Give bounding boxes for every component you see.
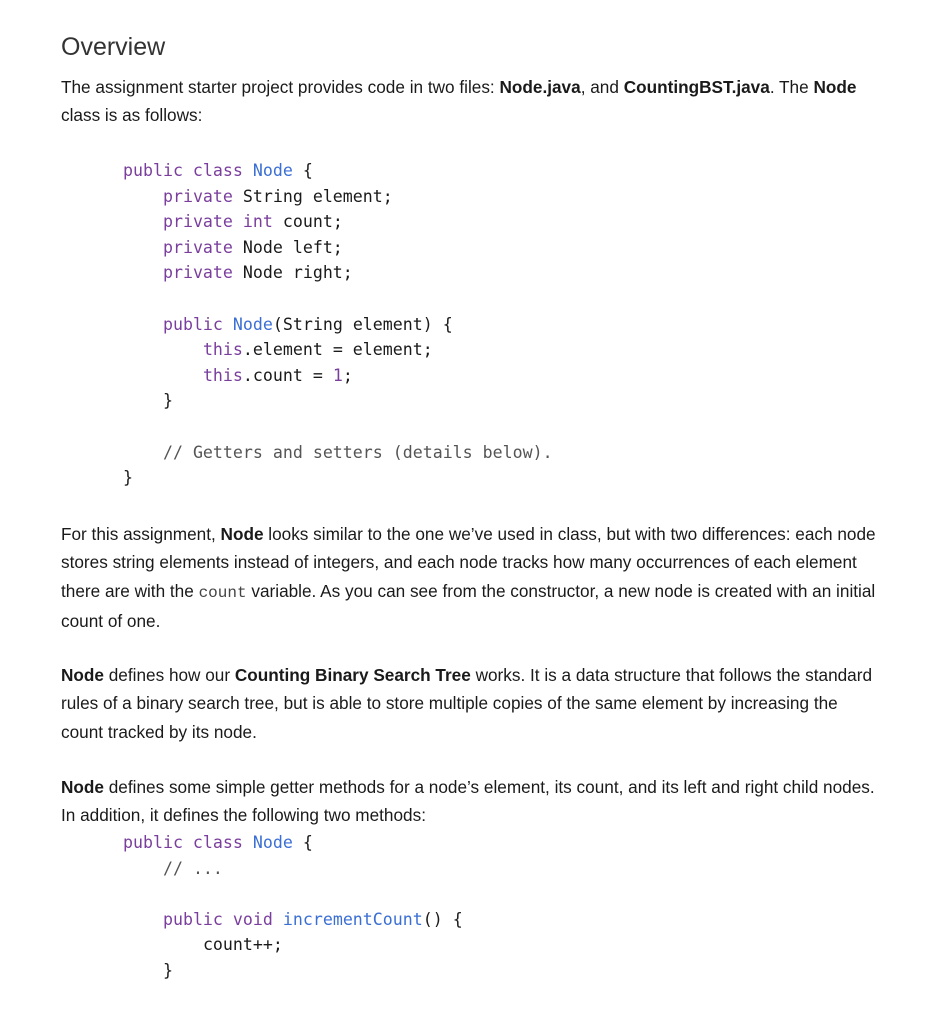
node-class-name: Node — [61, 665, 104, 685]
code-line: } — [162, 960, 173, 980]
code-line: public void incrementCount() { — [162, 909, 463, 929]
intro-text: The assignment starter project provides code in two files: — [61, 77, 500, 97]
code-line: } — [123, 468, 133, 488]
intro-text: . The — [769, 77, 814, 97]
code-line: this.count = 1; — [202, 365, 353, 385]
filename-node-java: Node.java — [499, 77, 581, 97]
code-comment: // Getters and setters (details below). — [162, 442, 553, 462]
node-class-name: Node — [220, 524, 264, 544]
getter-methods-paragraph: Node defines some simple getter methods for a node’s element, its count, and its left and right child nodes. In addition, it defines the following two methods: — [61, 777, 875, 826]
code-line: private String element; — [162, 186, 393, 206]
counting-bst-term: Counting Binary Search Tree — [234, 665, 471, 685]
node-methods-code-block — [123, 830, 463, 984]
filename-countingbst-java: CountingBST.java — [623, 77, 770, 97]
code-line-blank — [123, 286, 553, 312]
code-line: } — [162, 391, 173, 411]
code-line: public class Node { — [123, 833, 313, 852]
code-line: count++; — [202, 935, 283, 955]
code-line: public class Node { — [123, 161, 313, 180]
code-line: private Node left; — [162, 237, 343, 257]
code-line: private Node right; — [162, 263, 353, 283]
overview-heading: Overview — [61, 33, 166, 61]
node-class-name: Node — [61, 777, 104, 797]
node-class-code-block — [123, 158, 553, 491]
code-line-blank — [123, 414, 553, 440]
node-class-name: Node — [813, 77, 857, 97]
intro-paragraph — [61, 73, 881, 130]
code-line: this.element = element; — [202, 340, 433, 360]
code-line: public Node(String element) { — [162, 314, 453, 334]
counting-bst-paragraph: Node defines how our Counting Binary Search Tree works. It is a data structure that follows the standard rules of a binary search tree, but is able to store multiple copies of the same element by increasing the count tracked by its node. — [61, 665, 873, 742]
code-line-blank — [123, 881, 463, 907]
code-comment: // ... — [162, 858, 223, 878]
intro-text: class is as follows: — [61, 105, 203, 126]
intro-text: , and — [580, 77, 624, 97]
differences-paragraph: For this assignment, Node looks similar to the one we’ve used in class, but with two differences: each node stores string elements instead of integers, and each node tracks how many occurrences of each element there are with the count variable. As you can see from the constructor, a new node is created with an initial count of one. — [61, 524, 876, 631]
inline-code-count: count — [198, 583, 247, 602]
code-line: private int count; — [162, 212, 343, 232]
